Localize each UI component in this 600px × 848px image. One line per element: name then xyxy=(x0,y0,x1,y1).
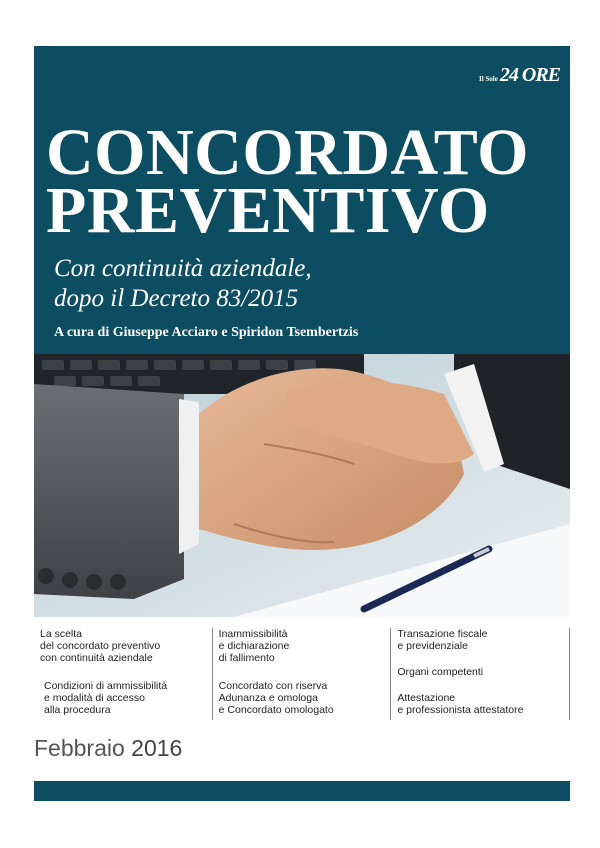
topic-item: Inammissibilità e dichiarazione di fallimento xyxy=(218,628,290,664)
date-month: Febbraio xyxy=(34,735,125,761)
logo-small-text: Il Sole xyxy=(479,75,498,83)
book-title xyxy=(46,116,529,247)
subtitle-line-2: dopo il Decreto 83/2015 xyxy=(54,285,299,312)
topics-column-2 xyxy=(212,628,391,720)
publisher-logo xyxy=(479,64,560,87)
cover-header-band xyxy=(34,46,570,354)
topic-item: Condizioni di ammissibilità e modalità di accesso alla procedura xyxy=(44,680,168,716)
topic-item: Transazione fiscale e previdenziale xyxy=(397,628,488,652)
topic-item: Concordato con riserva Adunanza e omologa e Concordato omologato xyxy=(218,680,334,716)
topic-item: Attestazione e professionista attestatore xyxy=(397,692,524,716)
topic-item: Organi competenti xyxy=(397,666,484,678)
title-line-1: CONCORDATO xyxy=(46,116,529,189)
subtitle-line-1: Con continuità aziendale, xyxy=(54,255,312,282)
topics-column-1 xyxy=(34,628,212,720)
publication-date xyxy=(34,735,182,762)
authors-line: A cura di Giuseppe Acciaro e Spiridon Tsembertzis xyxy=(54,325,359,340)
topics-grid xyxy=(34,628,570,720)
book-subtitle xyxy=(54,254,534,314)
topics-column-3 xyxy=(390,628,570,720)
date-year: 2016 xyxy=(131,735,183,761)
topic-item: La scelta del concordato preventivo con continuità aziendale xyxy=(40,628,161,664)
handshake-illustration xyxy=(34,354,570,617)
handshake-photo xyxy=(34,354,570,617)
logo-big-text: 24 ORE xyxy=(499,64,560,86)
title-line-2: PREVENTIVO xyxy=(46,174,490,247)
footer-band xyxy=(34,781,570,801)
